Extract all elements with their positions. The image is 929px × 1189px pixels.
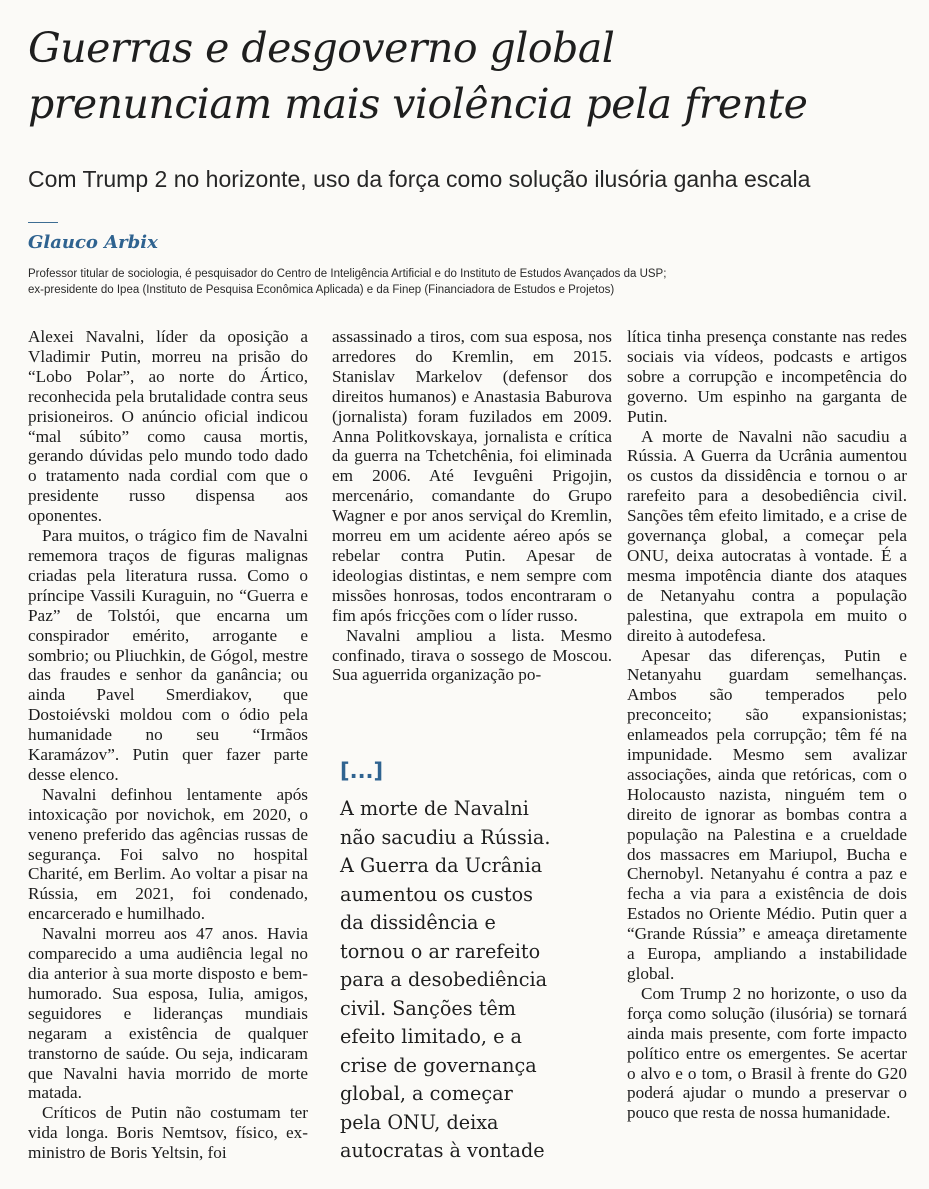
paragraph: Navalni morreu aos 47 anos. Havia comparecido a uma audiência legal no dia anterior à sua morte disposto e bem-humorado. Sua esposa, Iulia, amigos, seguidores e lideranças mundiais negaram a existência de qualquer transtorno de saúde. Ou seja, indicaram que Navalni havia morrido de morte matada. — [28, 924, 308, 1103]
pull-quote-line: crise de governança — [340, 1053, 537, 1077]
paragraph: Com Trump 2 no horizonte, o uso da força como solução (ilusória) se tornará ainda mais presente, com forte impacto político entre os emergentes. Se acertar o alvo e o tom, o Brasil à frente do G20 poderá ajudar o mundo a preservar o pouco que resta de nossa humanidade. — [627, 983, 907, 1123]
pull-quote-mark: [...] — [340, 759, 384, 783]
pull-quote-line: efeito limitado, e a — [340, 1025, 522, 1048]
paragraph: assassinado a tiros, com sua esposa, nos arredores do Kremlin, em 2015. Stanislav Markelov (defensor dos direitos humanos) e Anastasia Baburova (jornalista) foram fuzilados em 2009. Anna Politkovskaya, jornalista e crítica da guerra na Tchetchênia, foi eliminada em 2006. Até Ievguêni Prigojin, mercenário, comandante do Grupo Wagner e por anos serviçal do Kremlin, morreu em um acidente aéreo após se rebelar contra Putin. Apesar de ideologias distintas, e nem sempre com missões honrosas, todos encontraram o fim após fricções com o líder russo. — [332, 327, 612, 625]
author-bio — [28, 266, 908, 298]
pull-quote-line: para a desobediência — [340, 968, 548, 991]
pull-quote-line: aumentou os custos — [340, 882, 533, 906]
headline-line-2: prenunciam mais violência pela frente — [28, 80, 808, 128]
author-bio-line-2: ex-presidente do Ipea (Instituto de Pesquisa Econômica Aplicada) e da Finep (Financiadora de Estudos e Projetos) — [28, 284, 615, 296]
subheadline: Com Trump 2 no horizonte, uso da força como solução ilusória ganha escala — [28, 166, 811, 192]
paragraph: Para muitos, o trágico fim de Navalni rememora traços de figuras malignas criadas pela literatura russa. Como o príncipe Vassili Kuraguin, no “Guerra e Paz” de Tolstói, que encarna um conspirador emérito, arrogante e sombrio; ou Pliuchkin, de Gógol, mestre das fraudes e senhor da ganância; ou ainda Pavel Smerdiakov, que Dostoiévski moldou com o ódio pela humanidade no seu “Irmãos Karamázov”. Putin quer fazer parte desse elenco. — [28, 526, 308, 784]
article-column-3 — [627, 327, 907, 1123]
pull-quote-line: A morte de Navalni — [340, 797, 529, 820]
paragraph: A morte de Navalni não sacudiu a Rússia. A Guerra da Ucrânia aumentou os custos da dissidência e tornou o ar rarefeito para a desobediência civil. Sanções têm efeito limitado, e a crise de governança global, a começar pela ONU, deixa autocratas à vontade. É a mesma impotência diante dos ataques de Netanyahu contra a população palestina, que extrapola em muito o direito à autodefesa. — [627, 426, 907, 645]
pull-quote-line: civil. Sanções têm — [340, 996, 516, 1020]
pull-quote-line: tornou o ar rarefeito — [340, 939, 541, 963]
article-column-2 — [332, 327, 612, 685]
author-name: Glauco Arbix — [28, 232, 158, 253]
article-column-1 — [28, 327, 308, 1163]
pull-quote — [340, 795, 590, 1166]
author-bio-line-1: Professor titular de sociologia, é pesquisador do Centro de Inteligência Artificial e do Instituto de Estudos Avançados da USP; — [28, 268, 667, 280]
pull-quote-line: A Guerra da Ucrânia — [340, 854, 543, 877]
paragraph: Navalni ampliou a lista. Mesmo confinado, tirava o sossego de Moscou. Sua aguerrida organização po- — [332, 625, 612, 685]
paragraph: Navalni definhou lentamente após intoxicação por novichok, em 2020, o veneno preferido das agências russas de segurança. Foi salvo no hospital Charité, em Berlim. Ao voltar a pisar na Rússia, em 2021, foi condenado, encarcerado e humilhado. — [28, 784, 308, 924]
headline-line-1: Guerras e desgoverno global — [28, 24, 615, 72]
paragraph: Apesar das diferenças, Putin e Netanyahu guardam semelhanças. Ambos são temperados pelo preconceito; são expansionistas; enlameados pela corrupção; têm fé na impunidade. Mesmo sem avalizar associações, ainda que retóricas, com o Holocausto nazista, ninguém tem o direito de ignorar as bombas contra a população na Palestina e a crueldade dos massacres em Mariupol, Bucha e Chernobyl. Netanyahu é contra a paz e fecha a via para a existência de dois Estados no Oriente Médio. Putin quer a “Grande Rússia” e ameaça diretamente a Europa, ampliando a instabilidade global. — [627, 645, 907, 983]
pull-quote-line: da dissidência e — [340, 911, 496, 934]
pull-quote-line: não sacudiu a Rússia. — [340, 825, 551, 849]
pull-quote-line: pela ONU, deixa — [340, 1110, 499, 1134]
author-divider — [28, 222, 58, 223]
pull-quote-line: global, a começar — [340, 1082, 513, 1105]
pull-quote-line: autocratas à vontade — [340, 1139, 545, 1162]
headline — [28, 20, 908, 132]
paragraph: lítica tinha presença constante nas redes sociais via vídeos, podcasts e artigos sobre a corrupção e incompetência do governo. Um espinho na garganta de Putin. — [627, 327, 907, 426]
paragraph: Críticos de Putin não costumam ter vida longa. Boris Nemtsov, físico, ex-ministro de Boris Yeltsin, foi — [28, 1103, 308, 1163]
paragraph: Alexei Navalni, líder da oposição a Vladimir Putin, morreu na prisão do “Lobo Polar”, ao norte do Ártico, reconhecida pela brutalidade contra seus prisioneiros. O anúncio oficial indicou “mal súbito” como causa mortis, gerando dúvidas pelo mundo todo dado o tratamento nada cordial com que o presidente russo dispensa aos oponentes. — [28, 327, 308, 526]
